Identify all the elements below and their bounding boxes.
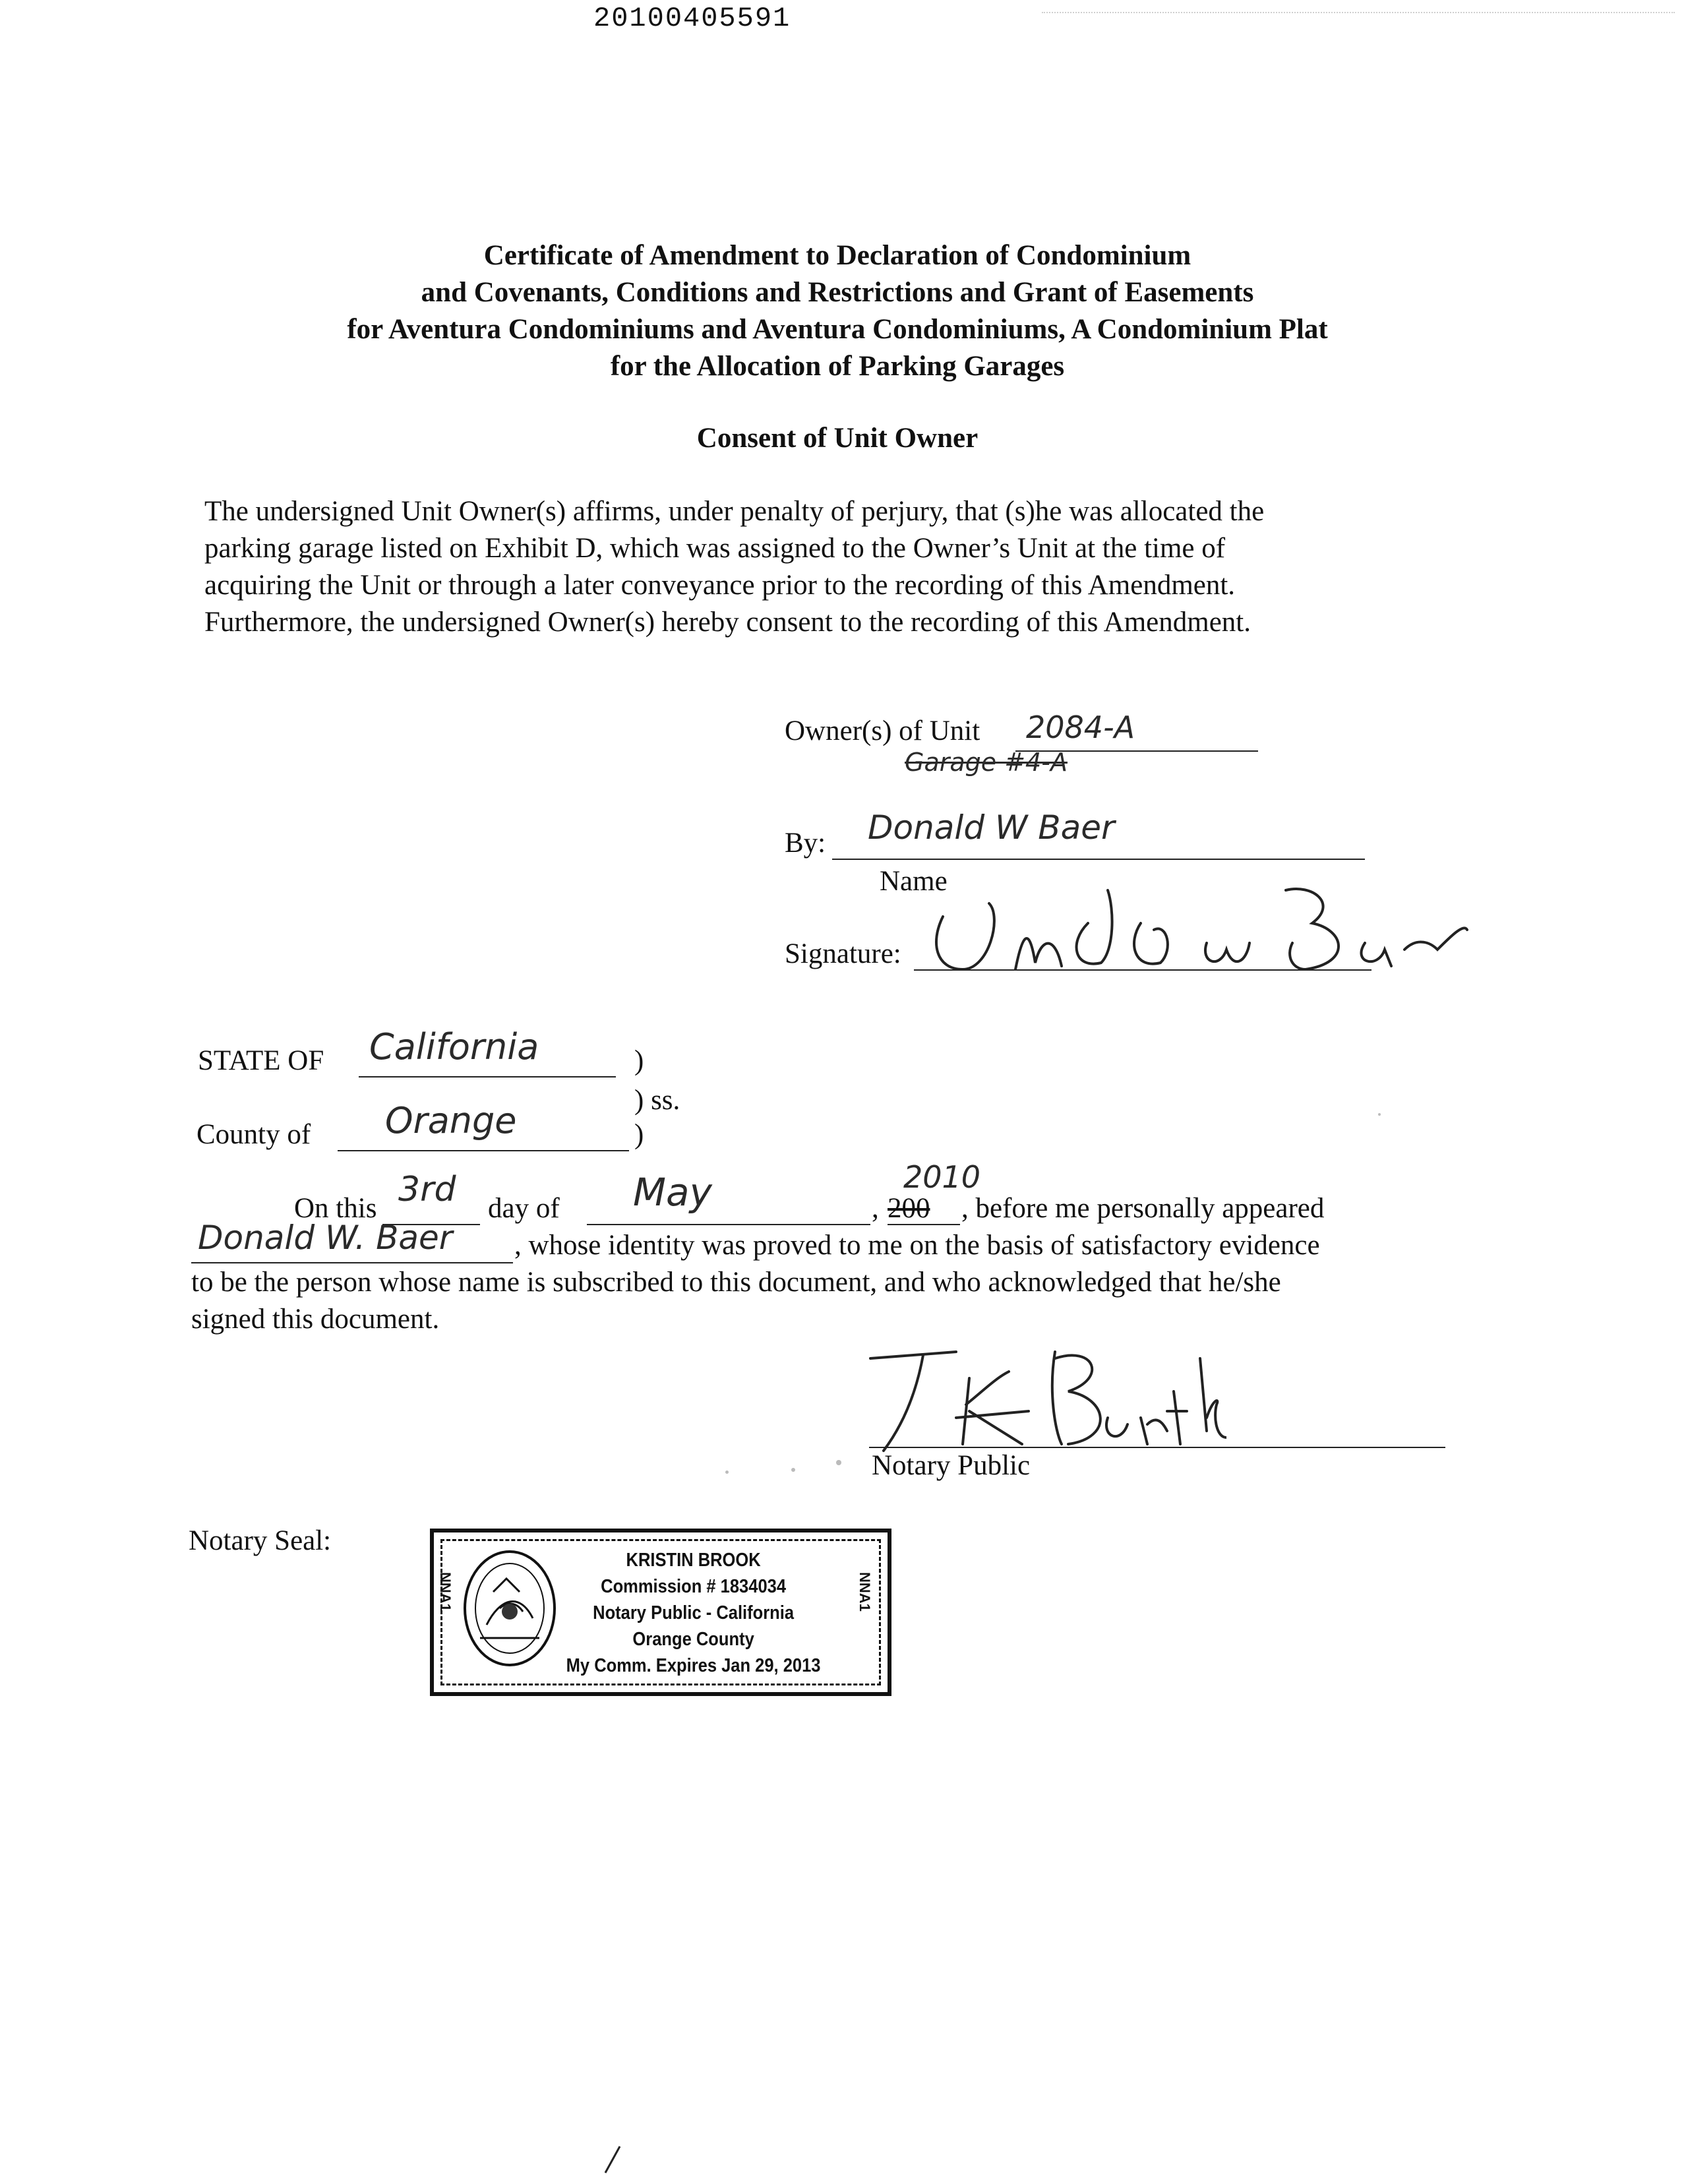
- acknowledgment-line-4: signed this document.: [191, 1304, 440, 1335]
- stamp-commission: Commission # 1834034: [601, 1576, 787, 1597]
- header-dotted-rule: [1042, 12, 1675, 13]
- owner-unit-value: 2084-A: [1026, 710, 1135, 745]
- stamp-text-block: [566, 1547, 821, 1679]
- date-comma: ,: [872, 1193, 879, 1224]
- paragraph-line: acquiring the Unit or through a later conveyance prior to the recording of this Amendment.: [204, 570, 1236, 601]
- name-caption: Name: [880, 866, 948, 897]
- affirmation-paragraph: [204, 493, 1457, 641]
- month-value: May: [633, 1170, 712, 1215]
- county-value: Orange: [385, 1100, 517, 1141]
- day-of-text: day of: [488, 1193, 560, 1224]
- state-value: California: [369, 1026, 539, 1068]
- stamp-notary-name: KRISTIN BROOK: [626, 1550, 761, 1571]
- signature-label: Signature:: [785, 938, 901, 969]
- paragraph-line: Furthermore, the undersigned Owner(s) hereby consent to the recording of this Amendment.: [204, 607, 1251, 638]
- notary-seal-label: Notary Seal:: [189, 1525, 332, 1556]
- by-label: By:: [785, 828, 826, 859]
- notary-signature-underline: [869, 1447, 1445, 1448]
- notary-stamp: [430, 1529, 891, 1696]
- stamp-side-left: NNA1: [437, 1572, 454, 1612]
- stamp-side-right: NNA1: [857, 1572, 873, 1612]
- on-this-text: On this: [294, 1193, 377, 1224]
- owner-unit-label: Owner(s) of Unit: [785, 715, 980, 746]
- scan-speck: [791, 1468, 795, 1472]
- garage-value: Garage #4-A: [905, 748, 1068, 777]
- venue-paren-2: ): [634, 1119, 644, 1150]
- scan-speck: [836, 1460, 841, 1465]
- scan-mark: [600, 2143, 626, 2176]
- venue-paren: ): [634, 1045, 644, 1076]
- notary-signature: [857, 1339, 1226, 1457]
- before-me-text: , before me personally appeared: [961, 1193, 1325, 1224]
- scan-speck: [725, 1471, 729, 1474]
- state-label: STATE OF: [198, 1045, 324, 1076]
- title-line: for the Allocation of Parking Garages: [610, 351, 1065, 382]
- acknowledgment-line-3: to be the person whose name is subscribed to this document, and who acknowledged that he/she: [191, 1267, 1281, 1298]
- year-value: 2010: [903, 1159, 981, 1195]
- stamp-title: Notary Public - California: [593, 1602, 795, 1623]
- day-value: 3rd: [398, 1170, 456, 1209]
- scan-speck: [1378, 1113, 1381, 1116]
- state-underline: [359, 1076, 616, 1077]
- title-line: and Covenants, Conditions and Restrictions and Grant of Easements: [421, 277, 1254, 308]
- document-title: [198, 237, 1477, 385]
- stamp-expires: My Comm. Expires Jan 29, 2013: [566, 1655, 821, 1676]
- month-underline: [587, 1224, 870, 1225]
- county-label: County of: [196, 1119, 311, 1150]
- by-underline: [832, 859, 1365, 860]
- notary-public-label: Notary Public: [872, 1450, 1031, 1481]
- california-seal-icon: [460, 1546, 559, 1671]
- owner-printed-name: Donald W Baer: [868, 808, 1115, 847]
- county-underline: [338, 1150, 629, 1151]
- paragraph-line: parking garage listed on Exhibit D, which was assigned to the Owner’s Unit at the time of: [204, 533, 1226, 564]
- year-prefix-struck: 200: [888, 1193, 930, 1224]
- paragraph-line: The undersigned Unit Owner(s) affirms, under penalty of perjury, that (s)he was allocated the: [204, 496, 1265, 527]
- title-line: Certificate of Amendment to Declaration of Condominium: [483, 240, 1191, 271]
- appearing-person-value: Donald W. Baer: [198, 1219, 453, 1257]
- identity-text: , whose identity was proved to me on the basis of satisfactory evidence: [514, 1230, 1320, 1261]
- year-underline: [888, 1224, 960, 1225]
- stamp-county: Orange County: [632, 1629, 754, 1650]
- person-underline: [191, 1262, 513, 1263]
- document-number: 20100405591: [593, 3, 791, 34]
- owner-signature: [917, 877, 1470, 983]
- title-line: for Aventura Condominiums and Aventura Condominiums, A Condominium Plat: [347, 314, 1328, 345]
- venue-ss: ) ss.: [634, 1085, 680, 1116]
- document-subtitle: Consent of Unit Owner: [696, 423, 979, 454]
